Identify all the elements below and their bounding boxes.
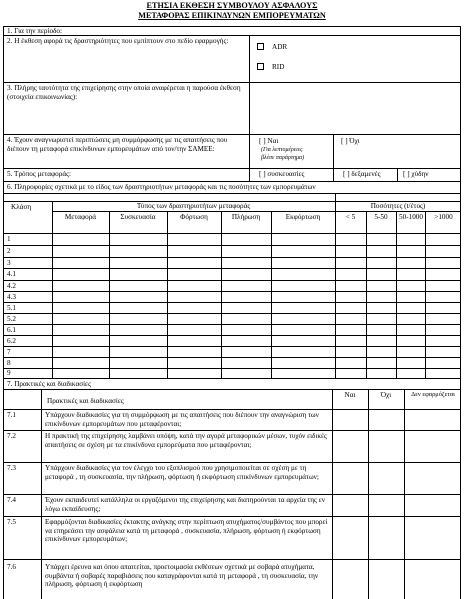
rid-checkbox[interactable] <box>257 63 264 70</box>
rid-label: RID <box>272 63 285 71</box>
class-row-6-1: 6.1 <box>7 326 16 334</box>
class-row-7: 7 <box>7 348 11 356</box>
practice-row-number: 7.1 <box>7 411 16 419</box>
practice-row-text: Έχουν εκπαιδευτεί κατάλληλα οι εργαζόμενοι της επιχείρησης και διατηρούνται τα αρχεία της εν λόγω εκπαίδευσης; <box>45 496 325 513</box>
tanks-checkbox[interactable]: [ ] δεξαμενές <box>343 170 381 178</box>
table-rule <box>3 280 461 281</box>
company-identity-label: 3. Πλήρης ταυτότητα της επιχείρησης στην οποία αναφέρεται η παρούσα έκθεση (στοιχεία επικοινωνίας): <box>7 84 241 101</box>
table-rule <box>335 211 461 212</box>
practice-row-number: 7.4 <box>7 496 16 504</box>
table-rule <box>52 211 335 212</box>
practices-col-header: Πρακτικές και διαδικασίες <box>47 397 124 405</box>
table-rule <box>3 313 461 314</box>
table-rule <box>3 378 461 379</box>
table-rule <box>3 368 461 369</box>
table-rule <box>167 211 168 378</box>
class-row-8: 8 <box>7 359 11 367</box>
practices-heading: 7. Πρακτικές και διαδικασίες <box>7 380 91 388</box>
class-row-1: 1 <box>7 235 11 243</box>
table-rule <box>3 257 461 258</box>
table-rule <box>3 559 461 560</box>
table-rule <box>3 302 461 303</box>
report-form <box>3 0 461 599</box>
class-row-4-2: 4.2 <box>7 282 16 290</box>
practice-row-text: Εφαρμόζονται διαδικασίες έκτακτης ανάγκης στην περίπτωση ατυχήματος/συμβάντος που μπορεί να επηρεάσει την ασφάλεια κατά τη μεταφορά , συσκευασία, πλήρωση, φόρτωση ή εκφόρτωση επικίνδυνων εμπορευμάτων; <box>45 518 328 544</box>
class-row-3: 3 <box>7 259 11 267</box>
divider <box>3 389 461 390</box>
practice-row-text: Υπάρχουν διαδικασίες για τον έλεγχο του εξοπλισμού που χρησιμοποιείται σε σχέση με τη μεταφορά , τη συσκευασία, την πλήρωση, φόρτωση ή εκφόρτωση επικίνδυνων εμπορευμάτων; <box>45 464 319 481</box>
adr-label: ADR <box>272 43 288 51</box>
class-row-5-2: 5.2 <box>7 315 16 323</box>
non-compliance-yes-checkbox[interactable]: [ ] Ναι <box>259 137 279 145</box>
class-row-6-2: 6.2 <box>7 337 16 345</box>
practice-row-text: Υπάρχουν διαδικασίες για τη συμμόρφωση με τις απαιτήσεις που διέπουν την αναγνώριση των επικίνδυνων εμπορευμάτων που μεταφέρονται; <box>45 411 319 428</box>
form-title-line-1: ΕΤΗΣΙΑ ΕΚΘΕΣΗ ΣΥΜΒΟΥΛΟΥ ΑΣΦΑΛΟΥΣ <box>146 1 318 10</box>
period-label: 1. Για την περίοδο: <box>7 27 63 35</box>
table-rule <box>3 233 461 234</box>
col-qty-5-50: 5-50 <box>374 213 388 221</box>
table-rule <box>3 430 461 431</box>
table-rule <box>3 357 461 358</box>
not-applicable-col-header: Δεν εφαρμόζεται <box>411 391 455 398</box>
table-rule <box>52 201 53 378</box>
practice-row-number: 7.5 <box>7 518 16 526</box>
practice-row-text: Η πρακτική της επιχείρησης λαμβάνει υπόψη, κατά την αγορά μεταφορικών μέσων, τυχόν ειδικές απαιτήσεις σε σχέση με τα επικίνδυνα εμπορεύματα που μεταφέρονται; <box>45 432 327 449</box>
table-rule <box>3 409 461 410</box>
class-row-4-1: 4.1 <box>7 270 16 278</box>
col-qty-gt1000: >1000 <box>434 213 453 221</box>
table-rule <box>3 516 461 517</box>
form-title-line-2: ΜΕΤΑΦΟΡΑΣ ΕΠΙΚΙΝΔΥΝΩΝ ΕΜΠΟΡΕΥΜΑΤΩΝ <box>138 11 326 20</box>
table-rule <box>425 211 426 378</box>
table-rule <box>396 211 397 378</box>
table-rule <box>3 494 461 495</box>
practice-row-number: 7.2 <box>7 432 16 440</box>
non-compliance-no-checkbox[interactable]: [ ] Όχι <box>341 137 360 145</box>
table-rule <box>366 211 367 378</box>
class-row-5-1: 5.1 <box>7 304 16 312</box>
non-compliance-yes-note: βλέπε παράρτημα) <box>261 155 305 161</box>
quantities-header: Ποσότητες (t/έτος) <box>370 202 426 210</box>
yes-col-header: Ναι <box>344 391 356 399</box>
class-row-2: 2 <box>7 247 11 255</box>
divider <box>249 35 250 181</box>
col-qty-lt5: < 5 <box>345 213 356 221</box>
col-unloading: Εκφόρτωση <box>285 213 321 221</box>
divider <box>3 181 461 182</box>
table-rule <box>221 211 222 378</box>
non-compliance-label: 4. Έχουν αναγνωριστεί περιπτώσεις μη συμμόρφωσης με τις απαιτήσεις που διέπουν τη μεταφορά επικίνδυνων εμπορευμάτων από τον/την ΣΑΜΕΕ: <box>7 136 228 153</box>
table-rule <box>3 335 461 336</box>
packages-checkbox[interactable]: [ ] συσκευασίες <box>259 170 305 178</box>
table-rule <box>3 245 461 246</box>
divider <box>3 82 461 83</box>
activity-types-header: Τύπος των δραστηριοτήτων μεταφοράς <box>136 202 251 210</box>
divider <box>3 168 461 169</box>
adr-checkbox[interactable] <box>257 43 264 50</box>
divider <box>3 193 461 194</box>
table-rule <box>3 462 461 463</box>
transport-mode-label: 5. Τρόπος μεταφοράς: <box>7 170 71 178</box>
practice-row-number: 7.3 <box>7 464 16 472</box>
divider <box>3 35 461 36</box>
table-rule <box>335 193 336 378</box>
col-filling: Πλήρωση <box>231 213 261 221</box>
col-packaging: Συσκευασία <box>120 213 156 221</box>
col-transport: Μεταφορά <box>64 213 97 221</box>
class-header: Κλάση <box>11 203 32 211</box>
divider <box>333 134 334 168</box>
activities-heading: 6. Πληροφορίες σχετικά με το είδος των δραστηριοτήτων μεταφοράς και τις ποσότητες των εμπορευμάτων <box>7 183 316 191</box>
class-row-4-3: 4.3 <box>7 293 16 301</box>
no-col-header: Όχι <box>380 391 392 399</box>
divider <box>3 134 461 135</box>
col-loading: Φόρτωση <box>180 213 208 221</box>
divider <box>333 168 334 181</box>
practice-row-text: Υπάρχει έρευνα και όπου απαιτείται, προετοιμασία εκθέσεων σχετικά με σοβαρά ατυχήματα, συμβάντα ή σοβαρές παραβιάσεις που καταγράφονται κατά τη μεταφορά , τη συσκευασία, την πλήρωση, φόρτωση ή εκφόρτωση <box>45 563 319 589</box>
col-qty-50-1000: 50-1000 <box>399 213 423 221</box>
table-rule <box>3 268 461 269</box>
non-compliance-yes-note: (Για λεπτομέρειες <box>261 147 303 153</box>
divider <box>397 168 398 181</box>
table-rule <box>3 324 461 325</box>
class-row-9: 9 <box>7 369 11 377</box>
practice-row-number: 7.6 <box>7 563 16 571</box>
table-rule <box>3 346 461 347</box>
table-rule <box>3 291 461 292</box>
table-rule <box>271 211 272 378</box>
bulk-checkbox[interactable]: [ ] χύδην <box>403 170 429 178</box>
table-rule <box>109 211 110 378</box>
scope-label: 2. Η έκθεση αφορά τις δραστηριότητες που εμπίπτουν στο πεδίο εφαρμογής: <box>7 37 229 45</box>
